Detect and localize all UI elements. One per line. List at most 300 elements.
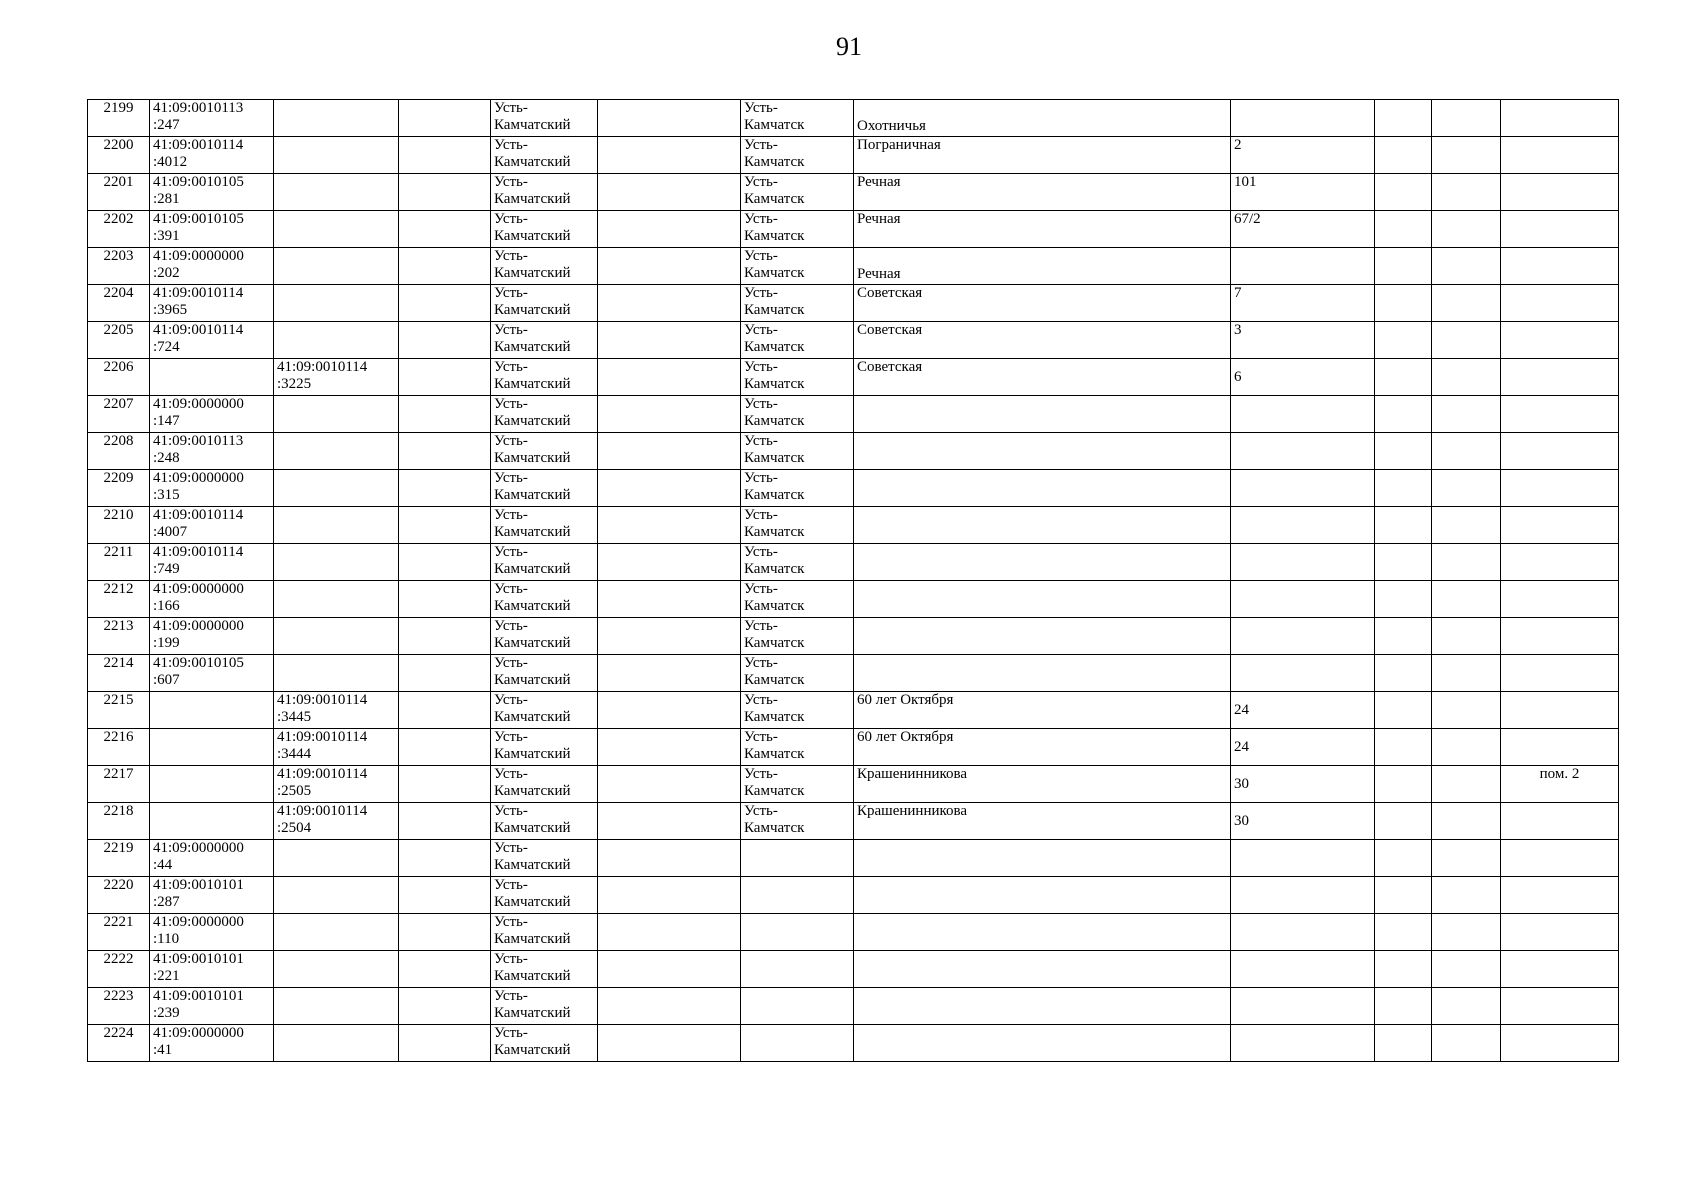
- table-row: [88, 766, 1619, 803]
- district-text: Усть- Камчатский: [494, 100, 571, 133]
- empty-cell: [399, 396, 491, 433]
- row-number-cell: [88, 692, 150, 729]
- empty-cell: [1375, 988, 1432, 1025]
- street-cell: [854, 507, 1231, 544]
- empty-cell: [1375, 137, 1432, 174]
- empty-cell: [1375, 507, 1432, 544]
- street-cell: [854, 470, 1231, 507]
- parent-cadastral-number-cell: [274, 581, 399, 618]
- row-number-cell: [88, 840, 150, 877]
- room-cell: [1501, 840, 1619, 877]
- room-cell: [1501, 211, 1619, 248]
- settlement-cell: [741, 248, 854, 285]
- empty-cell: [1432, 988, 1501, 1025]
- district-cell: [491, 322, 598, 359]
- district-text: Усть- Камчатский: [494, 174, 571, 207]
- empty-cell: [1432, 507, 1501, 544]
- parent-cadastral-number-cell: [274, 248, 399, 285]
- room-cell: [1501, 655, 1619, 692]
- empty-cell: [598, 507, 741, 544]
- row-number-text: 2205: [103, 322, 134, 338]
- room-cell: [1501, 914, 1619, 951]
- empty-cell: [1432, 137, 1501, 174]
- street-cell: [854, 211, 1231, 248]
- row-number-text: 2221: [103, 914, 134, 930]
- room-cell: [1501, 692, 1619, 729]
- settlement-cell: [741, 1025, 854, 1062]
- row-number-text: 2206: [103, 359, 134, 375]
- district-text: Усть- Камчатский: [494, 803, 571, 836]
- empty-cell: [399, 581, 491, 618]
- settlement-text: Усть- Камчатск: [744, 174, 805, 207]
- parent-cadastral-number-cell: [274, 100, 399, 137]
- empty-cell: [1375, 100, 1432, 137]
- settlement-text: Усть- Камчатск: [744, 544, 805, 577]
- street-cell: [854, 988, 1231, 1025]
- empty-cell: [399, 211, 491, 248]
- empty-cell: [598, 803, 741, 840]
- page-number: 91: [836, 32, 862, 61]
- parent-cadastral-number-cell: [274, 1025, 399, 1062]
- district-text: Усть- Камчатский: [494, 1025, 571, 1058]
- house-number-cell: [1231, 285, 1375, 322]
- empty-cell: [399, 322, 491, 359]
- empty-cell: [1432, 174, 1501, 211]
- cadastral-number-text: 41:09:0010101 :239: [153, 988, 244, 1021]
- district-cell: [491, 211, 598, 248]
- settlement-cell: [741, 285, 854, 322]
- district-text: Усть- Камчатский: [494, 951, 571, 984]
- house-number-cell: [1231, 581, 1375, 618]
- cadastral-number-text: 41:09:0010114 :724: [153, 322, 244, 355]
- district-text: Усть- Камчатский: [494, 396, 571, 429]
- cadastral-number-cell: [150, 285, 274, 322]
- table-row: [88, 470, 1619, 507]
- cadastral-number-cell: [150, 396, 274, 433]
- settlement-text: Усть- Камчатск: [744, 470, 805, 503]
- cadastral-number-text: 41:09:0000000 :110: [153, 914, 244, 947]
- parent-cadastral-number-cell: [274, 618, 399, 655]
- empty-cell: [598, 914, 741, 951]
- house-number-cell: [1231, 1025, 1375, 1062]
- settlement-text: Усть- Камчатск: [744, 359, 805, 392]
- room-cell: [1501, 803, 1619, 840]
- row-number-cell: [88, 100, 150, 137]
- district-text: Усть- Камчатский: [494, 988, 571, 1021]
- house-number-cell: [1231, 248, 1375, 285]
- street-cell: [854, 322, 1231, 359]
- room-cell: [1501, 507, 1619, 544]
- room-cell: [1501, 470, 1619, 507]
- settlement-text: Усть- Камчатск: [744, 285, 805, 318]
- empty-cell: [1375, 692, 1432, 729]
- cadastral-number-text: 41:09:0010101 :221: [153, 951, 244, 984]
- empty-cell: [1375, 322, 1432, 359]
- house-number-text: 2: [1234, 137, 1242, 153]
- district-cell: [491, 1025, 598, 1062]
- register-table: [87, 99, 1619, 1062]
- district-text: Усть- Камчатский: [494, 507, 571, 540]
- settlement-text: Усть- Камчатск: [744, 433, 805, 466]
- table-row: [88, 988, 1619, 1025]
- settlement-cell: [741, 322, 854, 359]
- table-row: [88, 211, 1619, 248]
- cadastral-number-cell: [150, 803, 274, 840]
- room-cell: [1501, 100, 1619, 137]
- district-cell: [491, 396, 598, 433]
- empty-cell: [1432, 618, 1501, 655]
- house-number-cell: [1231, 877, 1375, 914]
- table-row: [88, 433, 1619, 470]
- table-row: [88, 840, 1619, 877]
- district-text: Усть- Камчатский: [494, 359, 571, 392]
- empty-cell: [598, 322, 741, 359]
- empty-cell: [399, 692, 491, 729]
- table-row: [88, 914, 1619, 951]
- settlement-text: Усть- Камчатск: [744, 137, 805, 170]
- empty-cell: [598, 285, 741, 322]
- district-cell: [491, 766, 598, 803]
- district-cell: [491, 470, 598, 507]
- parent-cadastral-number-text: 41:09:0010114 :3225: [277, 359, 368, 392]
- house-number-text: 7: [1234, 285, 1242, 301]
- street-text: Речная: [857, 211, 901, 227]
- cadastral-number-cell: [150, 211, 274, 248]
- street-text: Советская: [857, 322, 923, 338]
- empty-cell: [1432, 914, 1501, 951]
- row-number-text: 2204: [103, 285, 134, 301]
- settlement-cell: [741, 211, 854, 248]
- table-row: [88, 396, 1619, 433]
- row-number-text: 2223: [103, 988, 134, 1004]
- parent-cadastral-number-cell: [274, 877, 399, 914]
- house-number-cell: [1231, 840, 1375, 877]
- cadastral-number-text: 41:09:0000000 :199: [153, 618, 244, 651]
- table-row: [88, 951, 1619, 988]
- empty-cell: [1432, 840, 1501, 877]
- cadastral-number-text: 41:09:0000000 :315: [153, 470, 244, 503]
- street-text: Крашенинникова: [857, 766, 968, 782]
- table-row: [88, 248, 1619, 285]
- street-cell: [854, 433, 1231, 470]
- street-cell: [854, 729, 1231, 766]
- cadastral-number-cell: [150, 729, 274, 766]
- empty-cell: [1375, 396, 1432, 433]
- table-row: [88, 544, 1619, 581]
- empty-cell: [399, 766, 491, 803]
- street-cell: [854, 248, 1231, 285]
- empty-cell: [1432, 766, 1501, 803]
- parent-cadastral-number-text: 41:09:0010114 :3444: [277, 729, 368, 762]
- row-number-cell: [88, 322, 150, 359]
- empty-cell: [1375, 359, 1432, 396]
- table-row: [88, 174, 1619, 211]
- row-number-cell: [88, 988, 150, 1025]
- table-row: [88, 618, 1619, 655]
- cadastral-number-cell: [150, 914, 274, 951]
- district-cell: [491, 951, 598, 988]
- settlement-cell: [741, 100, 854, 137]
- cadastral-number-cell: [150, 988, 274, 1025]
- district-cell: [491, 137, 598, 174]
- empty-cell: [598, 951, 741, 988]
- room-cell: [1501, 766, 1619, 803]
- row-number-cell: [88, 433, 150, 470]
- table-row: [88, 692, 1619, 729]
- empty-cell: [598, 137, 741, 174]
- settlement-cell: [741, 877, 854, 914]
- cadastral-number-cell: [150, 1025, 274, 1062]
- cadastral-number-text: 41:09:0010113 :248: [153, 433, 244, 466]
- house-number-cell: [1231, 211, 1375, 248]
- street-text: Пограничная: [857, 137, 941, 153]
- settlement-cell: [741, 766, 854, 803]
- empty-cell: [1375, 618, 1432, 655]
- empty-cell: [399, 285, 491, 322]
- empty-cell: [1375, 655, 1432, 692]
- district-cell: [491, 803, 598, 840]
- empty-cell: [399, 507, 491, 544]
- district-cell: [491, 692, 598, 729]
- row-number-cell: [88, 581, 150, 618]
- district-text: Усть- Камчатский: [494, 840, 571, 873]
- settlement-cell: [741, 581, 854, 618]
- table-row: [88, 507, 1619, 544]
- street-cell: [854, 581, 1231, 618]
- empty-cell: [598, 544, 741, 581]
- empty-cell: [399, 470, 491, 507]
- row-number-cell: [88, 729, 150, 766]
- house-number-cell: [1231, 692, 1375, 729]
- house-number-text: 30: [1234, 775, 1249, 792]
- settlement-cell: [741, 914, 854, 951]
- empty-cell: [1375, 766, 1432, 803]
- parent-cadastral-number-text: 41:09:0010114 :2505: [277, 766, 368, 799]
- settlement-cell: [741, 137, 854, 174]
- row-number-text: 2215: [103, 692, 134, 708]
- room-cell: [1501, 1025, 1619, 1062]
- row-number-text: 2209: [103, 470, 134, 486]
- room-cell: [1501, 322, 1619, 359]
- parent-cadastral-number-cell: [274, 766, 399, 803]
- cadastral-number-text: 41:09:0010114 :4007: [153, 507, 244, 540]
- row-number-cell: [88, 507, 150, 544]
- cadastral-number-text: 41:09:0000000 :41: [153, 1025, 244, 1058]
- parent-cadastral-number-text: 41:09:0010114 :3445: [277, 692, 368, 725]
- empty-cell: [399, 914, 491, 951]
- empty-cell: [1375, 248, 1432, 285]
- street-text: Крашенинникова: [857, 803, 968, 819]
- room-cell: [1501, 877, 1619, 914]
- district-text: Усть- Камчатский: [494, 211, 571, 244]
- empty-cell: [598, 729, 741, 766]
- empty-cell: [1432, 877, 1501, 914]
- empty-cell: [1432, 433, 1501, 470]
- house-number-text: 30: [1234, 812, 1249, 829]
- settlement-text: Усть- Камчатск: [744, 396, 805, 429]
- row-number-cell: [88, 359, 150, 396]
- empty-cell: [598, 359, 741, 396]
- settlement-cell: [741, 803, 854, 840]
- house-number-cell: [1231, 359, 1375, 396]
- cadastral-number-cell: [150, 618, 274, 655]
- row-number-cell: [88, 285, 150, 322]
- empty-cell: [1375, 914, 1432, 951]
- empty-cell: [399, 1025, 491, 1062]
- table-row: [88, 877, 1619, 914]
- settlement-cell: [741, 544, 854, 581]
- row-number-cell: [88, 137, 150, 174]
- empty-cell: [399, 618, 491, 655]
- house-number-text: 3: [1234, 322, 1242, 338]
- row-number-text: 2220: [103, 877, 134, 893]
- room-cell: [1501, 174, 1619, 211]
- cadastral-number-cell: [150, 692, 274, 729]
- table-row: [88, 729, 1619, 766]
- row-number-cell: [88, 396, 150, 433]
- settlement-text: Усть- Камчатск: [744, 692, 805, 725]
- empty-cell: [1432, 248, 1501, 285]
- empty-cell: [1375, 211, 1432, 248]
- district-cell: [491, 877, 598, 914]
- empty-cell: [399, 248, 491, 285]
- row-number-text: 2203: [103, 248, 134, 264]
- street-cell: [854, 396, 1231, 433]
- street-text: 60 лет Октября: [857, 692, 954, 708]
- street-cell: [854, 137, 1231, 174]
- house-number-text: 24: [1234, 701, 1249, 718]
- empty-cell: [1375, 433, 1432, 470]
- table-row: [88, 803, 1619, 840]
- parent-cadastral-number-cell: [274, 470, 399, 507]
- settlement-cell: [741, 396, 854, 433]
- empty-cell: [598, 618, 741, 655]
- cadastral-number-cell: [150, 951, 274, 988]
- cadastral-number-text: 41:09:0000000 :202: [153, 248, 244, 281]
- house-number-cell: [1231, 729, 1375, 766]
- settlement-cell: [741, 988, 854, 1025]
- row-number-cell: [88, 914, 150, 951]
- empty-cell: [1432, 359, 1501, 396]
- district-text: Усть- Камчатский: [494, 766, 571, 799]
- cadastral-number-cell: [150, 877, 274, 914]
- cadastral-number-text: 41:09:0010105 :281: [153, 174, 244, 207]
- street-cell: [854, 100, 1231, 137]
- row-number-cell: [88, 618, 150, 655]
- district-text: Усть- Камчатский: [494, 544, 571, 577]
- empty-cell: [1432, 396, 1501, 433]
- district-text: Усть- Камчатский: [494, 877, 571, 910]
- empty-cell: [598, 470, 741, 507]
- empty-cell: [598, 396, 741, 433]
- house-number-cell: [1231, 655, 1375, 692]
- street-cell: [854, 1025, 1231, 1062]
- cadastral-number-cell: [150, 174, 274, 211]
- street-cell: [854, 692, 1231, 729]
- settlement-cell: [741, 692, 854, 729]
- settlement-text: Усть- Камчатск: [744, 655, 805, 688]
- district-cell: [491, 359, 598, 396]
- district-text: Усть- Камчатский: [494, 692, 571, 725]
- parent-cadastral-number-cell: [274, 174, 399, 211]
- empty-cell: [399, 877, 491, 914]
- row-number-text: 2200: [103, 137, 134, 153]
- parent-cadastral-number-cell: [274, 507, 399, 544]
- table-row: [88, 100, 1619, 137]
- row-number-cell: [88, 211, 150, 248]
- empty-cell: [598, 211, 741, 248]
- cadastral-number-cell: [150, 433, 274, 470]
- settlement-cell: [741, 655, 854, 692]
- cadastral-number-text: 41:09:0000000 :147: [153, 396, 244, 429]
- row-number-text: 2211: [103, 544, 134, 560]
- empty-cell: [1432, 544, 1501, 581]
- district-cell: [491, 433, 598, 470]
- room-cell: [1501, 729, 1619, 766]
- row-number-text: 2213: [103, 618, 134, 634]
- empty-cell: [1375, 544, 1432, 581]
- empty-cell: [1375, 877, 1432, 914]
- table-body: [88, 100, 1619, 1062]
- settlement-text: Усть- Камчатск: [744, 211, 805, 244]
- street-cell: [854, 359, 1231, 396]
- district-cell: [491, 988, 598, 1025]
- empty-cell: [1432, 1025, 1501, 1062]
- cadastral-number-cell: [150, 581, 274, 618]
- cadastral-number-text: 41:09:0010113 :247: [153, 100, 244, 133]
- empty-cell: [399, 137, 491, 174]
- room-cell: [1501, 285, 1619, 322]
- parent-cadastral-number-cell: [274, 692, 399, 729]
- street-cell: [854, 285, 1231, 322]
- settlement-cell: [741, 840, 854, 877]
- house-number-text: 101: [1234, 174, 1257, 190]
- empty-cell: [598, 100, 741, 137]
- cadastral-number-cell: [150, 359, 274, 396]
- district-cell: [491, 544, 598, 581]
- district-cell: [491, 655, 598, 692]
- district-text: Усть- Камчатский: [494, 618, 571, 651]
- settlement-cell: [741, 470, 854, 507]
- house-number-cell: [1231, 914, 1375, 951]
- table-row: [88, 581, 1619, 618]
- street-text: 60 лет Октября: [857, 729, 954, 745]
- empty-cell: [1432, 951, 1501, 988]
- empty-cell: [598, 840, 741, 877]
- empty-cell: [399, 988, 491, 1025]
- district-text: Усть- Камчатский: [494, 914, 571, 947]
- empty-cell: [1432, 655, 1501, 692]
- district-cell: [491, 285, 598, 322]
- room-cell: [1501, 137, 1619, 174]
- room-cell: [1501, 396, 1619, 433]
- empty-cell: [598, 174, 741, 211]
- street-cell: [854, 914, 1231, 951]
- table-row: [88, 655, 1619, 692]
- settlement-cell: [741, 359, 854, 396]
- row-number-text: 2224: [103, 1025, 134, 1041]
- room-cell: [1501, 951, 1619, 988]
- cadastral-number-cell: [150, 544, 274, 581]
- empty-cell: [1432, 581, 1501, 618]
- empty-cell: [399, 433, 491, 470]
- cadastral-number-cell: [150, 655, 274, 692]
- district-text: Усть- Камчатский: [494, 470, 571, 503]
- empty-cell: [399, 729, 491, 766]
- row-number-text: 2218: [103, 803, 134, 819]
- row-number-cell: [88, 1025, 150, 1062]
- row-number-cell: [88, 877, 150, 914]
